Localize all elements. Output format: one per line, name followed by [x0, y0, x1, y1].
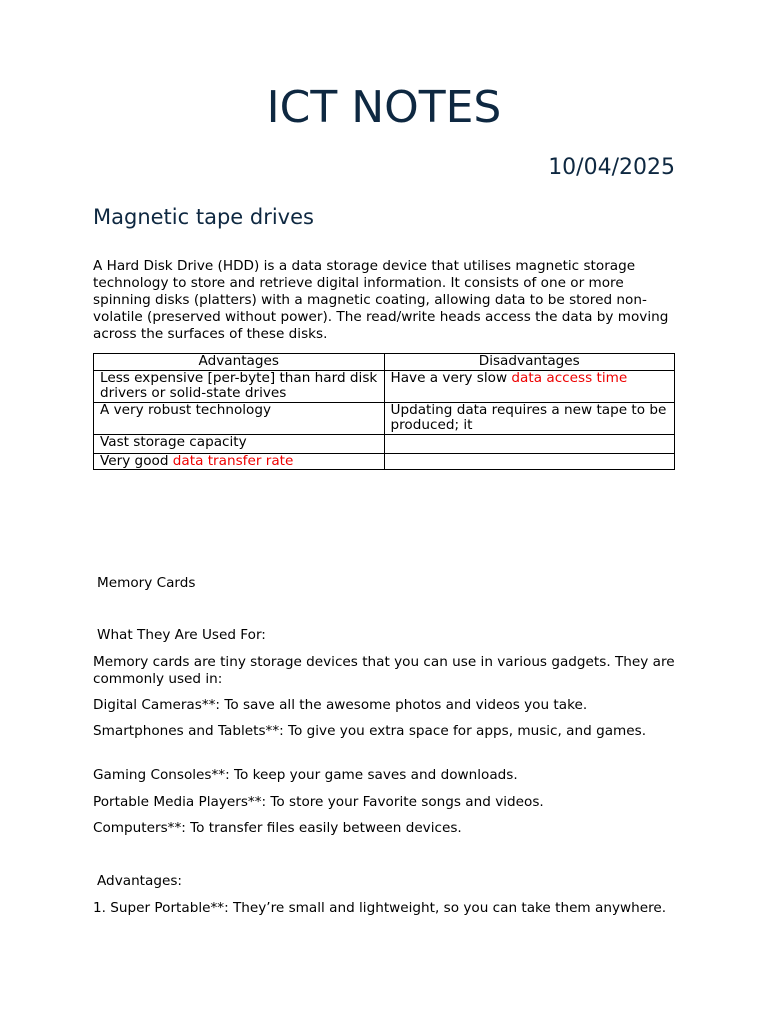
table-row — [94, 370, 675, 402]
table-cell-advantage: A very robust technology — [94, 402, 385, 434]
advantages-disadvantages-table — [93, 353, 675, 470]
advantage-item: 1. Super Portable**: They’re small and lightweight, so you can take them anywhere. — [93, 900, 667, 916]
cell-text: Have a very slow — [390, 369, 512, 386]
advantages-heading: Advantages: — [97, 873, 182, 889]
use-item: Portable Media Players**: To store your Favorite songs and videos. — [93, 794, 544, 810]
table-cell-advantage: Less expensive [per-byte] than hard disk drivers or solid-state drives — [94, 370, 385, 402]
use-item: Digital Cameras**: To save all the awesome photos and videos you take. — [93, 697, 588, 713]
advantages-header: Advantages — [94, 354, 385, 371]
table-cell-disadvantage — [384, 434, 675, 453]
cell-text: Very good — [100, 452, 173, 469]
document-title: ICT NOTES — [266, 82, 502, 133]
memory-cards-intro: Memory cards are tiny storage devices that you can use in various gadgets. They are commonly used in: — [93, 654, 675, 687]
memory-cards-title: Memory Cards — [97, 575, 196, 591]
table-row — [94, 453, 675, 470]
table-cell-disadvantage — [384, 453, 675, 470]
table-header-row — [94, 354, 675, 371]
highlighted-term: data transfer rate — [172, 452, 294, 469]
section-heading: Magnetic tape drives — [93, 205, 314, 229]
table-cell-disadvantage: Updating data requires a new tape to be produced; it — [384, 402, 675, 434]
use-item: Gaming Consoles**: To keep your game saves and downloads. — [93, 767, 518, 783]
intro-paragraph: A Hard Disk Drive (HDD) is a data storage device that utilises magnetic storage technology to store and retrieve digital information. It consists of one or more spinning disks (platters) with a magnetic coating, allowing data to be stored non-volatile (preserved without power). The read/write heads access the data by moving across the surfaces of these disks. — [93, 258, 669, 342]
table-row — [94, 434, 675, 453]
table-cell-advantage — [94, 453, 385, 470]
use-item: Computers**: To transfer files easily between devices. — [93, 820, 462, 836]
document-date: 10/04/2025 — [548, 155, 675, 180]
used-for-heading: What They Are Used For: — [97, 627, 266, 643]
disadvantages-header: Disadvantages — [384, 354, 675, 371]
table-cell-advantage: Vast storage capacity — [94, 434, 385, 453]
table-row — [94, 402, 675, 434]
highlighted-term: data access time — [511, 369, 628, 386]
table-cell-disadvantage — [384, 370, 675, 402]
use-item: Smartphones and Tablets**: To give you extra space for apps, music, and games. — [93, 723, 647, 739]
